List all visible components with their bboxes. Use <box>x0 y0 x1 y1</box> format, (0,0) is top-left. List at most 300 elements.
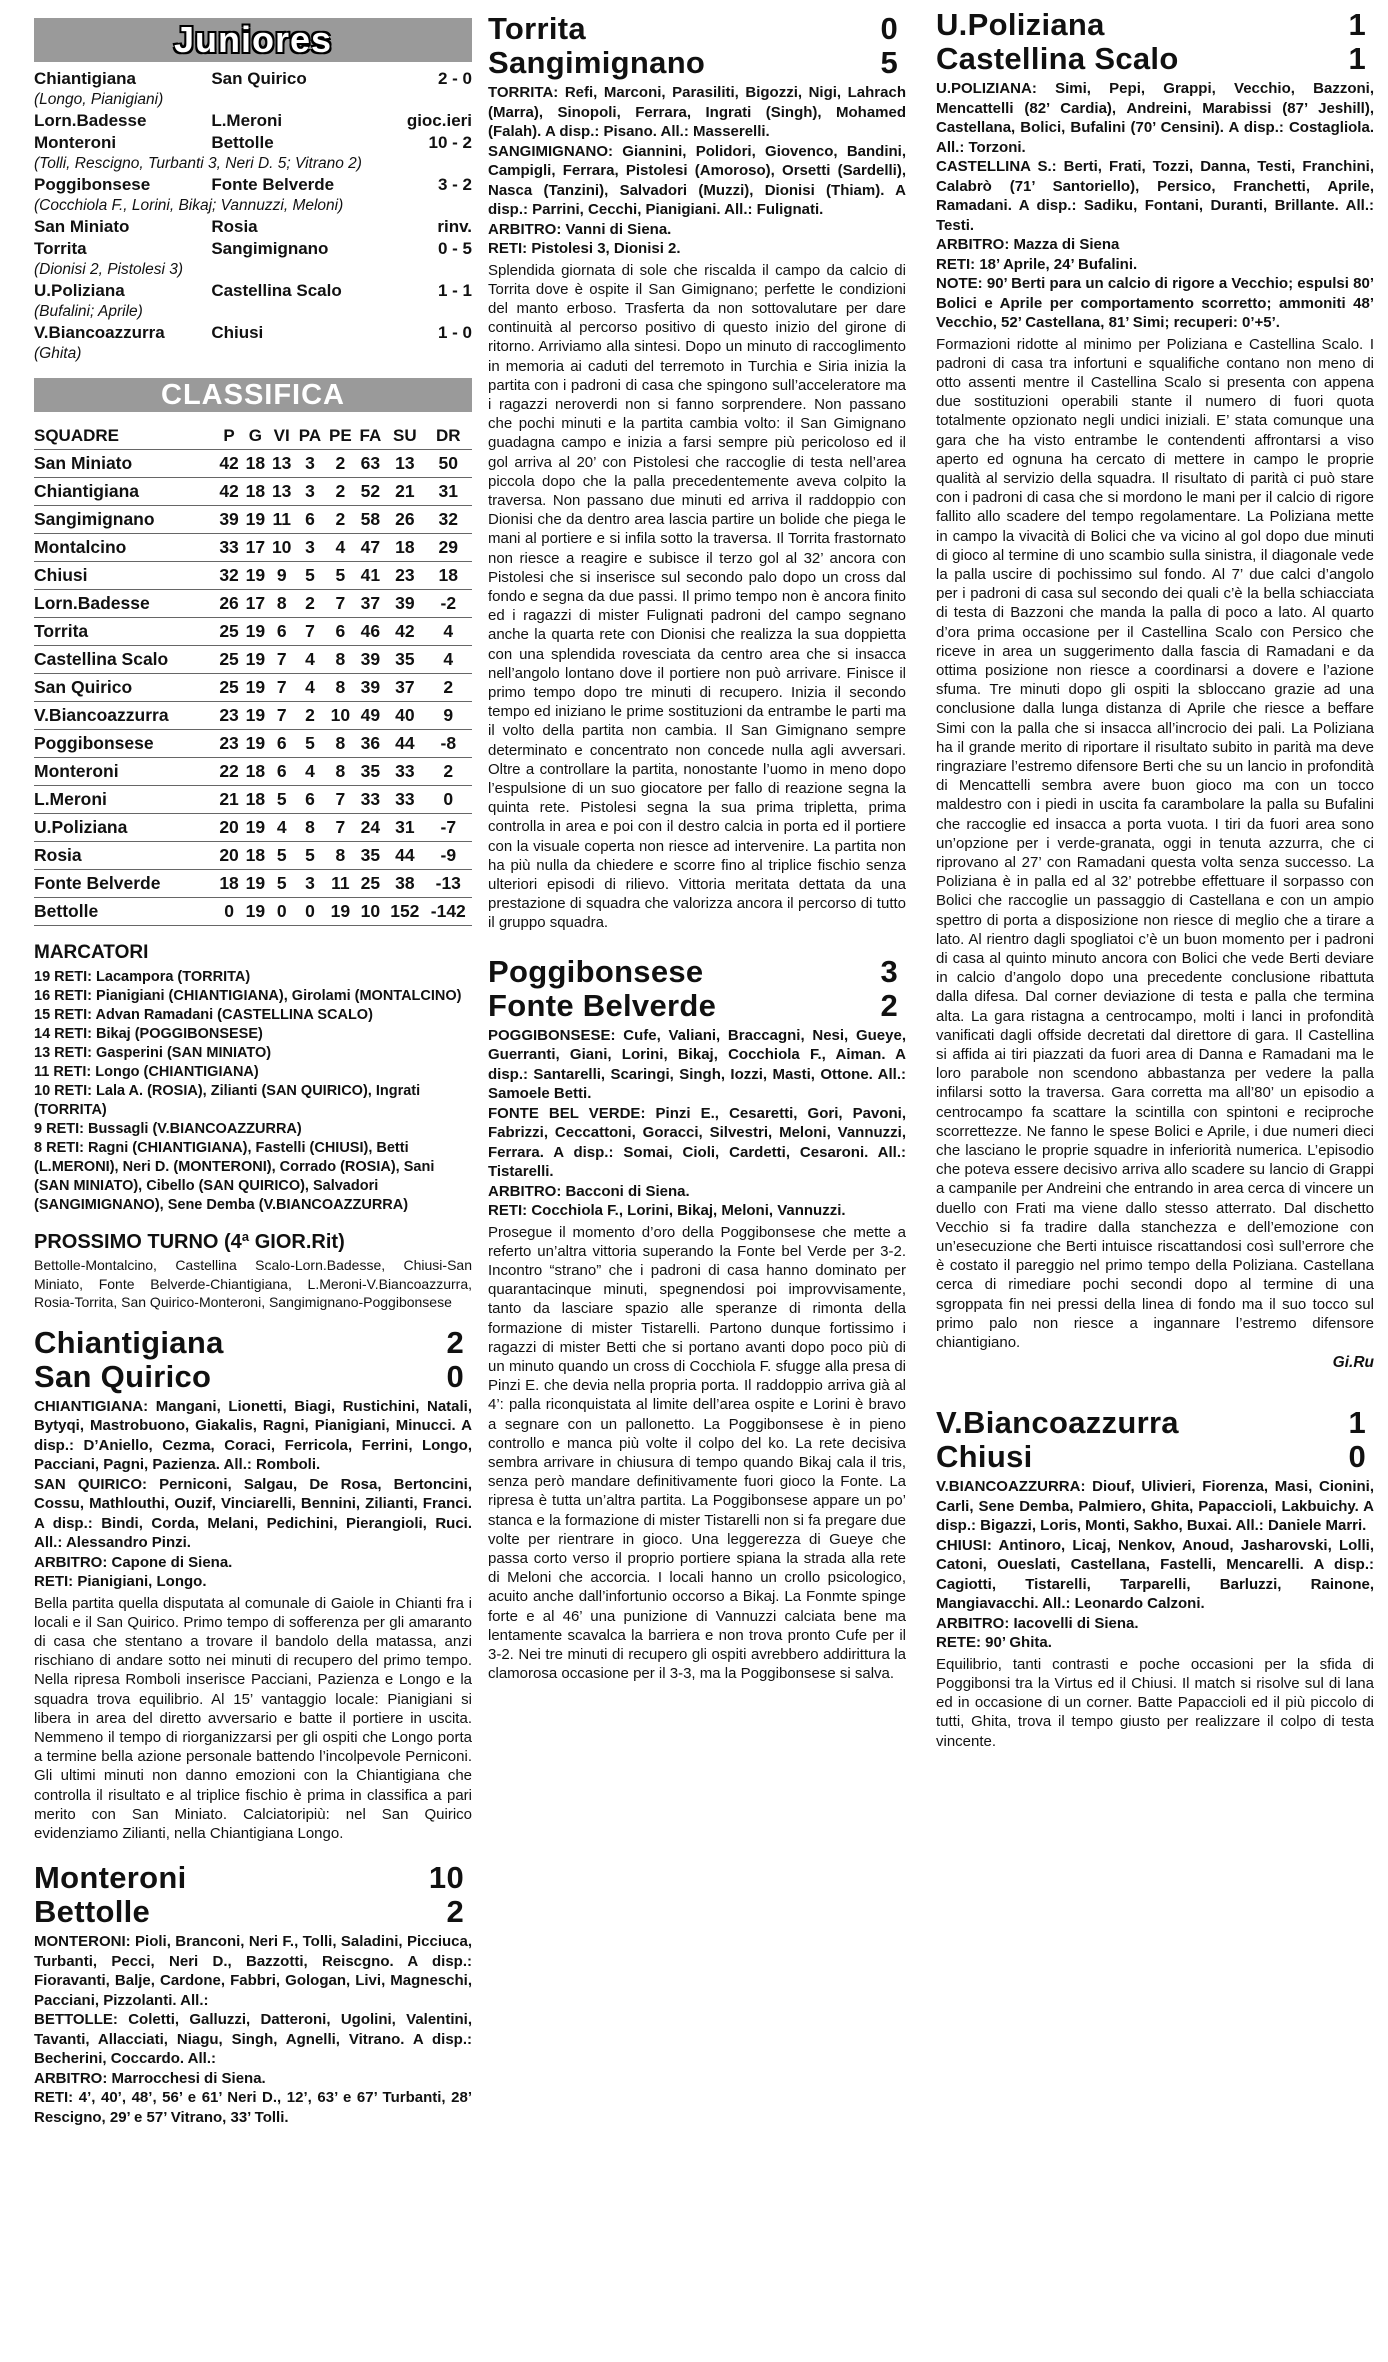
goals: RETI: 4’, 40’, 48’, 56’ e 61’ Neri D., 12’, 63’ e 67’ Turbanti, 28’ Rescigno, 29’ e 57’ Vitrano, 33’ Tolli. <box>34 2089 472 2126</box>
standings-cell: 47 <box>356 534 385 562</box>
standings-cell: 39 <box>356 646 385 674</box>
standings-cell: 25 <box>216 646 242 674</box>
standings-cell: 58 <box>356 506 385 534</box>
result-score: 0 - 5 <box>437 239 472 258</box>
standings-cell: 10 <box>325 702 356 730</box>
scorer-line: 19 RETI: Lacampora (TORRITA) <box>34 969 251 985</box>
standings-team: Torrita <box>34 618 216 646</box>
standings-team: L.Meroni <box>34 786 216 814</box>
standings-cell: 2 <box>425 674 472 702</box>
standings-cell: 152 <box>385 898 424 926</box>
lineup-away: CASTELLINA S.: Berti, Frati, Tozzi, Danna, Testi, Franchini, Calabrò (71’ Santoriello), Persico, Franchetti, Aprile, Ramadani. A disp.: Sadiku, Fontani, Duranti, Brillante. All.: Testi. <box>936 158 1374 234</box>
standings-cell: 52 <box>356 478 385 506</box>
lineup-home: TORRITA: Refi, Marconi, Parasiliti, Bigozzi, Nigi, Lahrach (Marra), Sinopoli, Ferrara, Ingrati (Singh), Mohamed (Falah). A disp.: Pisano. All.: Masserelli. <box>488 84 906 140</box>
standings-cell: 23 <box>216 702 242 730</box>
result-row <box>34 238 472 260</box>
juniores-banner: Juniores <box>34 18 472 62</box>
standings-cell: 19 <box>242 674 268 702</box>
standings-cell: 5 <box>269 786 295 814</box>
result-home-team: Lorn.Badesse <box>34 111 147 130</box>
standings-cell: 6 <box>295 786 325 814</box>
result-away-team: L.Meroni <box>211 111 283 130</box>
prossimo-turno-title: PROSSIMO TURNO (4ª GIOR.Rit) <box>34 1231 345 1253</box>
standings-header: SQUADRE <box>34 426 120 445</box>
standings-team: San Miniato <box>34 450 216 478</box>
marcatori-list <box>34 968 472 1215</box>
standings-team: Lorn.Badesse <box>34 590 216 618</box>
results-table <box>34 68 472 364</box>
result-row <box>34 132 472 154</box>
standings-row <box>34 534 472 562</box>
away-team: Bettolle <box>34 1894 151 1930</box>
standings-cell: 35 <box>385 646 424 674</box>
standings-team: Sangimignano <box>34 506 216 534</box>
goals: RETI: Pianigiani, Longo. <box>34 1573 207 1590</box>
standings-cell: 32 <box>216 562 242 590</box>
home-score: 2 <box>446 1324 464 1360</box>
result-row <box>34 110 472 132</box>
standings-cell: 39 <box>385 590 424 618</box>
standings-cell: 6 <box>269 618 295 646</box>
result-home-team: Poggibonsese <box>34 175 151 194</box>
standings-cell: 20 <box>216 842 242 870</box>
result-scorers-row <box>34 302 472 322</box>
standings-team: Monteroni <box>34 758 216 786</box>
standings-cell: 0 <box>425 786 472 814</box>
result-away-team: San Quirico <box>211 69 307 88</box>
standings-cell: 33 <box>356 786 385 814</box>
standings-cell: 20 <box>216 814 242 842</box>
result-scorers: (Bufalini; Aprile) <box>34 303 143 320</box>
standings-cell: 6 <box>295 506 325 534</box>
goals: RETI: 18’ Aprile, 24’ Bufalini. <box>936 255 1138 273</box>
away-score: 1 <box>1348 41 1366 76</box>
lineup-home: POGGIBONSESE: Cufe, Valiani, Braccagni, Nesi, Gueye, Guerranti, Giani, Lorini, Bikaj, Cocchiola F., Aiman. A disp.: Santarelli, Scaringi, Singh, Iozzi, Masti, Ottone. All.: Samoele Betti. <box>488 1026 906 1103</box>
standings-cell: 6 <box>269 730 295 758</box>
standings-cell: 44 <box>385 842 424 870</box>
standings-cell: 25 <box>216 618 242 646</box>
home-score: 1 <box>1348 7 1366 42</box>
result-row <box>34 68 472 90</box>
standings-header: P <box>223 426 235 445</box>
standings-team: Chiusi <box>34 562 216 590</box>
home-score: 3 <box>880 953 898 989</box>
result-score: 3 - 2 <box>437 175 472 194</box>
standings-row <box>34 450 472 478</box>
standings-cell: 17 <box>242 534 268 562</box>
result-row <box>34 174 472 196</box>
home-score: 10 <box>428 1860 464 1896</box>
standings-cell: 18 <box>242 478 268 506</box>
result-away-team: Fonte Belverde <box>211 175 335 194</box>
standings-cell: 40 <box>385 702 424 730</box>
standings-cell: -142 <box>425 898 472 926</box>
standings-row <box>34 842 472 870</box>
lineup-home: MONTERONI: Pioli, Branconi, Neri F., Tolli, Saladini, Picciuca, Turbanti, Pecci, Neri D., Bazzotti, Reiscgno. A disp.: Fioravanti, Balje, Cardone, Fabbri, Gologan, Livi, Magneschi, Pacciani, Pizzolanti. All.: <box>34 1933 472 2009</box>
standings-cell: 10 <box>269 534 295 562</box>
standings-cell: 13 <box>269 450 295 478</box>
standings-cell: 19 <box>242 814 268 842</box>
column-right <box>936 0 1374 1751</box>
referee: ARBITRO: Marrocchesi di Siena. <box>34 2069 266 2087</box>
standings-cell: 42 <box>216 450 242 478</box>
standings-cell: 8 <box>325 842 356 870</box>
standings-cell: 7 <box>325 786 356 814</box>
standings-team: Bettolle <box>34 898 216 926</box>
standings-cell: 33 <box>216 534 242 562</box>
standings-header: DR <box>436 426 461 445</box>
standings-cell: 22 <box>216 758 242 786</box>
lineup-away: CHIUSI: Antinoro, Licaj, Nenkov, Anoud, Jasharovski, Lolli, Catoni, Oueslati, Castellana, Fastelli, Mencarelli. A disp.: Cagiotti, Tistarelli, Tarparelli, Barluzzi, Rainone, Mangiavacchi. All.: Leonardo Calzoni. <box>936 1536 1374 1613</box>
home-score: 0 <box>880 11 898 46</box>
standings-team: Fonte Belverde <box>34 870 216 898</box>
standings-table <box>34 426 472 926</box>
standings-cell: 2 <box>295 702 325 730</box>
scorer-line: 10 RETI: Lala A. (ROSIA), Zilianti (SAN QUIRICO), Ingrati (TORRITA) <box>34 1083 421 1118</box>
standings-row <box>34 562 472 590</box>
standings-cell: 2 <box>425 758 472 786</box>
result-scorers-row <box>34 90 472 110</box>
result-away-team: Sangimignano <box>211 239 329 258</box>
result-home-team: San Miniato <box>34 217 130 236</box>
result-scorers-row <box>34 196 472 216</box>
standings-cell: 4 <box>425 646 472 674</box>
result-away-team: Bettolle <box>211 133 274 152</box>
standings-cell: 7 <box>325 814 356 842</box>
result-row <box>34 216 472 238</box>
match-poliziana <box>936 8 1374 1372</box>
referee: ARBITRO: Bacconi di Siena. <box>488 1182 690 1200</box>
standings-cell: 35 <box>356 758 385 786</box>
standings-header: VI <box>273 426 290 445</box>
standings-cell: 31 <box>385 814 424 842</box>
standings-cell: 63 <box>356 450 385 478</box>
standings-team: San Quirico <box>34 674 216 702</box>
standings-cell: 18 <box>242 842 268 870</box>
standings-cell: 2 <box>325 478 356 506</box>
standings-cell: 9 <box>269 562 295 590</box>
standings-cell: 18 <box>425 562 472 590</box>
standings-cell: 19 <box>242 870 268 898</box>
standings-team: Castellina Scalo <box>34 646 216 674</box>
home-team: Chiantigiana <box>34 1324 224 1360</box>
result-score: rinv. <box>437 217 472 236</box>
match-monteroni <box>34 1861 472 2127</box>
standings-cell: 42 <box>385 618 424 646</box>
standings-cell: 37 <box>385 674 424 702</box>
standings-cell: 31 <box>425 478 472 506</box>
referee: ARBITRO: Mazza di Siena <box>936 236 1120 253</box>
standings-cell: 23 <box>385 562 424 590</box>
result-away-team: Chiusi <box>211 323 264 342</box>
standings-cell: 7 <box>325 590 356 618</box>
standings-cell: 39 <box>216 506 242 534</box>
standings-cell: 19 <box>242 618 268 646</box>
standings-team: Poggibonsese <box>34 730 216 758</box>
standings-cell: 36 <box>356 730 385 758</box>
standings-cell: 19 <box>242 730 268 758</box>
standings-cell: 4 <box>295 758 325 786</box>
standings-header: PE <box>329 426 352 445</box>
standings-cell: 19 <box>242 562 268 590</box>
standings-cell: 8 <box>269 590 295 618</box>
standings-cell: 25 <box>356 870 385 898</box>
standings-header: SU <box>393 426 417 445</box>
standings-cell: 11 <box>269 506 295 534</box>
standings-team: Chiantigiana <box>34 478 216 506</box>
result-scorers-row <box>34 260 472 280</box>
scorer-line: 13 RETI: Gasperini (SAN MINIATO) <box>34 1045 272 1061</box>
standings-row <box>34 506 472 534</box>
result-scorers: (Cocchiola F., Lorini, Bikaj; Vannuzzi, Meloni) <box>34 197 344 214</box>
away-score: 2 <box>880 987 898 1023</box>
standings-cell: 3 <box>295 534 325 562</box>
standings-cell: 9 <box>425 702 472 730</box>
scorer-line: 14 RETI: Bikaj (POGGIBONSESE) <box>34 1026 263 1042</box>
result-home-team: Torrita <box>34 239 87 258</box>
standings-team: Rosia <box>34 842 216 870</box>
away-team: Fonte Belverde <box>488 987 717 1023</box>
result-score: 2 - 0 <box>437 69 472 88</box>
result-away-team: Castellina Scalo <box>211 281 342 300</box>
away-score: 0 <box>446 1358 464 1394</box>
standings-cell: 3 <box>295 478 325 506</box>
scorer-line: 8 RETI: Ragni (CHIANTIGIANA), Fastelli (CHIUSI), Betti (L.MERONI), Neri D. (MONTERONI), Corrado (ROSIA), Sani (SAN MINIATO), Cibello (SAN QUIRICO), Salvadori (SANGIMIGNANO), Sene Demba (V.BIANCOAZZURRA) <box>34 1140 435 1213</box>
standings-row <box>34 478 472 506</box>
result-row <box>34 280 472 302</box>
goals: RETI: Cocchiola F., Lorini, Bikaj, Meloni, Vannuzzi. <box>488 1202 846 1220</box>
match-biancoazzurra <box>936 1406 1374 1751</box>
standings-cell: 11 <box>325 870 356 898</box>
standings-cell: 19 <box>325 898 356 926</box>
standings-cell: 42 <box>216 478 242 506</box>
standings-cell: 13 <box>269 478 295 506</box>
standings-cell: 18 <box>385 534 424 562</box>
standings-cell: 38 <box>385 870 424 898</box>
result-away-team: Rosia <box>211 217 258 236</box>
standings-row <box>34 646 472 674</box>
standings-header: PA <box>298 426 322 445</box>
away-score: 2 <box>446 1894 464 1930</box>
standings-header: G <box>248 426 262 445</box>
lineup-home: V.BIANCOAZZURRA: Diouf, Ulivieri, Fiorenza, Masi, Cionini, Carli, Sene Demba, Palmiero, Ghita, Papaccioli, Lakbuichy. A disp.: Bigazzi, Loris, Monti, Sakho, Buxai. All.: Daniele Marri. <box>936 1478 1374 1535</box>
result-home-team: V.Biancoazzurra <box>34 323 165 342</box>
goals: RETI: Pistolesi 3, Dionisi 2. <box>488 240 681 257</box>
away-score: 5 <box>880 45 898 80</box>
author-signature: Gi.Ru <box>1332 1354 1374 1372</box>
standings-cell: 3 <box>295 450 325 478</box>
result-home-team: Chiantigiana <box>34 69 137 88</box>
column-middle <box>488 0 906 1683</box>
lineup-away: SAN QUIRICO: Perniconi, Salgau, De Rosa, Bertoncini, Cossu, Mathlouthi, Ouzif, Vinciarelli, Bennini, Zilianti, Franci. A disp.: Bindi, Corda, Melani, Pedichini, Pierangioli, Ruci. All.: Alessandro Pinzi. <box>34 1475 472 1551</box>
lineup-home: U.POLIZIANA: Simi, Pepi, Grappi, Vecchio, Bazzoni, Mencattelli (82’ Cardia), Andreini, Marabissi (87’ Jeshill), Castellana, Bolici, Bufalini (70’ Censini). A disp.: Costagliola. All.: Torzoni. <box>936 80 1374 156</box>
match-notes: NOTE: 90’ Berti para un calcio di rigore a Vecchio; espulsi 80’ Bolici e Aprile per comportamento scorretto; ammoniti 48’ Vecchio, 52’ Castellana, 81’ Simi; recuperi: 0’+5’. <box>936 275 1374 331</box>
standings-team: V.Biancoazzurra <box>34 702 216 730</box>
home-team: V.Biancoazzurra <box>936 1405 1179 1441</box>
away-team: Chiusi <box>936 1439 1033 1475</box>
standings-row <box>34 898 472 926</box>
lineup-away: BETTOLLE: Coletti, Galluzzi, Datteroni, Ugolini, Valentini, Tavanti, Allacciati, Niagu, Singh, Agnelli, Vitrano. A disp.: Becherini, Coccardo. All.: <box>34 2011 472 2068</box>
standings-cell: 23 <box>216 730 242 758</box>
standings-cell: 8 <box>325 730 356 758</box>
standings-cell: 2 <box>325 450 356 478</box>
home-team: Poggibonsese <box>488 953 704 989</box>
standings-cell: 19 <box>242 646 268 674</box>
result-scorers: (Dionisi 2, Pistolesi 3) <box>34 261 184 278</box>
standings-row <box>34 758 472 786</box>
standings-cell: 5 <box>325 562 356 590</box>
standings-cell: 6 <box>269 758 295 786</box>
standings-row <box>34 814 472 842</box>
standings-cell: 6 <box>325 618 356 646</box>
home-team: U.Poliziana <box>936 7 1105 42</box>
standings-row <box>34 590 472 618</box>
lineup-home: CHIANTIGIANA: Mangani, Lionetti, Biagi, Rustichini, Natali, Bytyqi, Mastrobuono, Giakalis, Ragni, Pianigiani, Minucci. A disp.: D’Aniello, Cezma, Coraci, Ferricola, Ferrini, Longo, Pacciani, Pagni, Pazienza. All.: Romboli. <box>34 1397 472 1473</box>
standings-cell: 5 <box>295 562 325 590</box>
standings-cell: 21 <box>385 478 424 506</box>
match-report: Prosegue il momento d’oro della Poggibonsese che mette a referto un’altra vittoria superando la Fonte bel Verde per 3-2. Incontro “strano” che i padroni di casa hanno dominato per quarantacinque minuti, spegnendosi poi improvvisamente, tanto da lasciare spazio alle speranze di rimonta della formazione di mister Tistarelli. Partono dunque fortissimo i ragazzi di mister Betti che si portano avanti dopo poco più di un minuto quando un cross di Cocchiola F. sfugge alla presa di Pinzi E. che devia nella propria porta. Il raddoppio arriva già al 4’: palla riconquistata al limite dell’area ospite e Lorini è bravo a segnare con un pallonetto. La Poggibonsese è in pieno controllo e manca più volte il colpo del ko. La rete decisiva sembra arrivare in chiusura di tempo quando Bikaj cala il tris, senza però mandare definitivamente fuori gioco la Fonte. La ripresa è tutta un’altra partita. La Poggibonsese appare un po’ stanca e la formazione di mister Tistarelli non si fa pregare due volte per rientrare in gioco. Una leggerezza di Gueye che passa corto verso il proprio portiere spiana la strada alla rete di Meloni che accorcia. I locali hanno un crollo psicologico, acuito anche dall’infortunio occorso a Bikaj. La Fonmte spinge forte e al 46’ una punizione di Vannuzzi calciata bene ma lentamente scavalca la barriera e non trova pronto Cufe per il 3-2. Nei tre minuti di recupero gli ospiti avrebbero addirittura la clamorosa occasione per il 3-3, ma la Poggibonsese si salva. <box>488 1223 906 1683</box>
standings-cell: 5 <box>269 870 295 898</box>
result-scorers: (Tolli, Rescigno, Turbanti 3, Neri D. 5; Vitrano 2) <box>34 155 362 172</box>
standings-cell: 18 <box>242 786 268 814</box>
standings-cell: 8 <box>325 674 356 702</box>
column-left <box>34 0 472 2127</box>
result-scorers-row <box>34 154 472 174</box>
lineup-away: SANGIMIGNANO: Giannini, Polidori, Giovenco, Bandini, Campigli, Ferrara, Pistolesi (Amoroso), Orsetti (Sardelli), Nasca (Tanzini), Salvadori (Muzzi), Dionisi (Thiam). A disp.: Parrini, Cecchi, Pianigiani. All.: Fulignati. <box>488 142 906 218</box>
standings-cell: 19 <box>242 506 268 534</box>
standings-cell: -8 <box>425 730 472 758</box>
standings-cell: 18 <box>242 758 268 786</box>
standings-cell: 26 <box>385 506 424 534</box>
standings-cell: 2 <box>325 506 356 534</box>
standings-cell: 7 <box>269 702 295 730</box>
standings-cell: 41 <box>356 562 385 590</box>
scorer-line: 9 RETI: Bussagli (V.BIANCOAZZURRA) <box>34 1121 302 1137</box>
goals: RETE: 90’ Ghita. <box>936 1634 1052 1652</box>
standings-cell: 8 <box>325 646 356 674</box>
standings-cell: 13 <box>385 450 424 478</box>
referee: ARBITRO: Vanni di Siena. <box>488 220 672 238</box>
standings-cell: 18 <box>216 870 242 898</box>
standings-cell: 21 <box>216 786 242 814</box>
result-row <box>34 322 472 344</box>
standings-row <box>34 786 472 814</box>
match-report: Bella partita quella disputata al comunale di Gaiole in Chianti fra i locali e il San Quirico. Primo tempo di sofferenza per gli amaranto di casa che stentano a trovare il bandolo della matassa, anzi rischiano di andare sotto nei minuti di recupero del primo tempo. Nella ripresa Romboli inserisce Pacciani, Pazienza e Longo e la squadra trova equilibrio. Al 15’ vantaggio locale: Pianigiani si libera in area del diretto avversario e batte il portiere in uscita. Nemmeno il tempo di riorganizzarsi per gli ospiti che Longo porta a termine bella azione personale battendo l’incolpevole Perniconi. Gli ultimi minuti non danno emozioni con la Chiantigiana che controlla il risultato e al triplice fischio è prima in classifica a pari merito con San Miniato. Calciatoripiù: nel San Quirico evidenziamo Zilianti, nella Chiantigiana Longo. <box>34 1594 472 1842</box>
standings-cell: 0 <box>269 898 295 926</box>
marcatori-title: MARCATORI <box>34 942 149 963</box>
standings-cell: 18 <box>242 450 268 478</box>
match-torrita <box>488 12 906 933</box>
standings-cell: 39 <box>356 674 385 702</box>
standings-cell: 4 <box>295 646 325 674</box>
match-report: Equilibrio, tanti contrasti e poche occasioni per la sfida di Poggibonsi tra la Virtus ed il Chiusi. Il match si risolve sul di lana ed in occasione di un corner. Batte Papaccioli ed il più piccolo di tutti, Ghita, trova il tempo giusto per realizzare il colpo di testa vincente. <box>936 1655 1374 1750</box>
home-team: Monteroni <box>34 1860 187 1896</box>
standings-cell: 17 <box>242 590 268 618</box>
standings-cell: 7 <box>269 646 295 674</box>
referee: ARBITRO: Iacovelli di Siena. <box>936 1614 1139 1632</box>
standings-cell: 24 <box>356 814 385 842</box>
standings-cell: 8 <box>295 814 325 842</box>
standings-row <box>34 618 472 646</box>
standings-cell: 4 <box>425 618 472 646</box>
result-score: 1 - 1 <box>437 281 472 300</box>
standings-cell: 5 <box>295 842 325 870</box>
standings-cell: 7 <box>295 618 325 646</box>
standings-cell: 35 <box>356 842 385 870</box>
result-score: 10 - 2 <box>428 133 472 152</box>
scorer-line: 16 RETI: Pianigiani (CHIANTIGIANA), Girolami (MONTALCINO) <box>34 988 462 1004</box>
classifica-banner: CLASSIFICA <box>34 378 472 412</box>
prossimo-turno-text: Bettolle-Montalcino, Castellina Scalo-Lorn.Badesse, Chiusi-San Miniato, Fonte Belverde-Chiantigiana, L.Meroni-V.Biancoazzurra, Rosia-Torrita, San Quirico-Monteroni, Sangimignano-Poggibonsese <box>34 1257 472 1310</box>
standings-cell: 50 <box>425 450 472 478</box>
away-team: Sangimignano <box>488 45 706 80</box>
home-team: Torrita <box>488 11 586 46</box>
standings-row <box>34 702 472 730</box>
standings-cell: 5 <box>269 842 295 870</box>
standings-cell: 33 <box>385 758 424 786</box>
match-report: Splendida giornata di sole che riscalda il campo da calcio di Torrita dove è ospite il San Gimignano; perfette le condizioni del manto erboso. Trasferta da non sottovalutare per dare continuità al percorso positivo di questo inizio del girone di ritorno. Arriviamo alla sintesi. Dopo un minuto di raccoglimento in memoria ai caduti del terremoto in Turchia e Siria inizia la partita con i padroni di casa che spingono sull’acceleratore ma i ragazzi neroverdi non si fanno sorprendere. Non passano che pochi minuti e la partita cambia volto: il San Gimignano guadagna campo e inizia a farsi sempre più pericoloso ed il gol arriva al 20’ con Pistolesi che raccoglie di testa nell’area piccola dopo che la palla precedentemente aveva colpito la traversa. Non passano due minuti ed arriva il raddoppio con Dionisi che da dentro area lascia partire un bolide che piega le mani al portiere e si infila sotto la traversa. Il Torrita frastornato non riesce a reagire e subisce il terzo gol al 32’ ancora con Pistolesi che si inserisce sul secondo palo dopo un cross dal fondo e segna da due passi. Il primo tempo non è ancora finito ed i ragazzi di mister Fulignati padroni del campo segnano anche la quarta rete con Dionisi che realizza la sua doppietta con una splendida rovesciata da centro area che si insacca nell’angolo lontano dove il portiere non può arrivare. Finisce il primo tempo dopo tre minuti di recupero. Inizia il secondo tempo ed iniziano le prime sostituzioni da entrambe le parti ma il volto della partita non cambia. Il San Gimignano sempre determinato e concentrato non concede nulla agli avversari. Oltre a controllare la partita, nonostante l’uomo in meno dopo l’espulsione di un suo giocatore per fallo di reazione segna la quinta rete. Pistolesi segna la sua prima tripletta, prima controlla in area e poi con il destro calcia in porta ed il portiere con la visuale coperta non riesce ad intervenire. La partita non ha più nulla da chiedere e scorre fino al triplice fischio senza ulteriori episodi di rilievo. Vittoria meritata dettata da una prestazione di squadra che valorizza ancora il percorso di tutto il gruppo squadra. <box>488 261 906 932</box>
standings-cell: -13 <box>425 870 472 898</box>
standings-team: Montalcino <box>34 534 216 562</box>
home-score: 1 <box>1348 1405 1366 1441</box>
standings-cell: 0 <box>295 898 325 926</box>
standings-row <box>34 674 472 702</box>
standings-row <box>34 870 472 898</box>
result-score: 1 - 0 <box>437 323 472 342</box>
standings-cell: 25 <box>216 674 242 702</box>
standings-row <box>34 730 472 758</box>
result-home-team: U.Poliziana <box>34 281 125 300</box>
scorer-line: 15 RETI: Advan Ramadani (CASTELLINA SCALO) <box>34 1007 373 1023</box>
standings-cell: 37 <box>356 590 385 618</box>
result-scorers: (Ghita) <box>34 345 82 362</box>
standings-cell: 4 <box>325 534 356 562</box>
standings-cell: 32 <box>425 506 472 534</box>
standings-cell: 33 <box>385 786 424 814</box>
standings-cell: 3 <box>295 870 325 898</box>
standings-header: FA <box>359 426 382 445</box>
match-poggibonsese <box>488 955 906 1684</box>
standings-cell: 46 <box>356 618 385 646</box>
match-report: Formazioni ridotte al minimo per Poliziana e Castellina Scalo. I padroni di casa tra infortuni e squalifiche contano non meno di otto assenti mentre il Castellina Scalo si presenta con appena due sostituzioni operabili stante il numero di fuori quota totalmente opzionato negli undici iniziali. E’ stata comunque una gara che ha visto entrambe le contendenti affrontarsi a viso aperto ed ognuna ha cercato di mettere in campo le proprie qualità al servizio della squadra. Il risultato di parità ci può stare con i padroni di casa che si mordono le mani per il calcio di rigore fallito allo scadere del tempo regolamentare. La Poliziana mette in campo la vivacità di Bolici che va vicino al gol dopo due minuti di gioco al termine di uno scambio sulla sinistra, il diagonale vede la palla uscire di pochissimo sul fondo. Al 7’ due calci d’angolo per i padroni di casa sul secondo dei quali c’è la bella schiacciata di testa di Bazzoni che manda la palla di poco a lato. Al quarto d’ora prima occasione per il Castellina Scalo con Persico che riceve in area un suggerimento dalla fascia di Ramadani e da ottima posizione non riesce a coordinarsi a dovere e l’azione sfuma. Tre minuti dopo gli ospiti la sbloccano grazie ad una conclusione dalla lunga distanza di Aprile che riesce a beffare Simi con la palla che si insacca all’incrocio dei pali. La Poliziana ha il grande merito di riportare il risultato subito in parità ma deve ringraziare l’estremo difensore Berti che su un lancio in profondità di Mencattelli sembra avere buon gioco ma con un tocco maldestro con i piedi in uscita fa carambolare la palla su Bufalini che raccoglie ed insacca a porta vuota. I tiri da fuori area sono un’opzione per i verde-granata, oggi in tenuta azzurra, che ci riprovano al 27’ con Ramadani questa volta senza successo. La Poliziana è in palla ed al 32’ potrebbe effettuare il sorpasso con Bolici che raccoglie un passaggio di Castellana e con un ampio spettro di porta a disposizione non riesce di meglio che a tirare a lato. Al rientro dagli spogliatoi c’è un buon momento per i padroni di casa al quinto minuto ancora con Bolici che vede Berti deviare in calcio d’angolo dopo una precedente conclusione ribattuta dalla difesa. Dal corner deviazione di testa e palla che termina alta. La gara ristagna a centrocampo, molti i lanci in profondità vanificati dagli offside decretati dal direttore di gara. Il Castellina si affida ai tiri piazzati da fuori area di Danna e Ramadani ma le loro parabole non scendono abbastanza per vedere la palla infilarsi sotto la traversa. Gara corretta ma all’80’ un episodio a centrocampo fa scattare la scintilla con spintoni e reciproche scorrettezze. Ne fanno le spese Bolici e Aprile, i due numeri dieci che lasciano le proprie squadre in inferiorità numerica. L’episodio che poteva essere decisivo arriva allo scadere su lancio di Grappi a campanile per Andreini che entrando in area cerca di vincere un duello con Frati ma viene dallo stesso atterrato. Dal dischetto Vecchio si fa tradire dalla stanchezza e dell’emozione con un’esecuzione che Berti intuisce riscattandosi così sull’errore che è costato il pareggio nel primo tempo della Poliziana. Castellana cerca di rimediare pochi secondi dopo al termine di una sgroppata fin nei pressi della linea di fondo ma il suo tocco sul primo palo non riesce a ingannare l’estremo difensore chiantigiano. <box>936 335 1374 1352</box>
result-scorers-row <box>34 344 472 364</box>
result-score: gioc.ieri <box>406 111 472 130</box>
standings-cell: 2 <box>295 590 325 618</box>
standings-team: U.Poliziana <box>34 814 216 842</box>
standings-cell: 4 <box>295 674 325 702</box>
away-team: Castellina Scalo <box>936 41 1179 76</box>
standings-cell: 5 <box>295 730 325 758</box>
standings-cell: 26 <box>216 590 242 618</box>
standings-cell: 29 <box>425 534 472 562</box>
standings-cell: -2 <box>425 590 472 618</box>
away-score: 0 <box>1348 1439 1366 1475</box>
standings-cell: -9 <box>425 842 472 870</box>
standings-cell: 19 <box>242 898 268 926</box>
result-scorers: (Longo, Pianigiani) <box>34 91 164 108</box>
match-chiantigiana <box>34 1326 472 1844</box>
standings-cell: -7 <box>425 814 472 842</box>
standings-cell: 0 <box>216 898 242 926</box>
scorer-line: 11 RETI: Longo (CHIANTIGIANA) <box>34 1064 259 1080</box>
standings-cell: 8 <box>325 758 356 786</box>
lineup-away: FONTE BEL VERDE: Pinzi E., Cesaretti, Gori, Pavoni, Fabrizzi, Ceccattoni, Goracci, Silvestri, Meloni, Vannuzzi, Ferrara. A disp.: Somai, Cioli, Cardetti, Cesaroni. All.: Tistarelli. <box>488 1104 906 1181</box>
standings-cell: 10 <box>356 898 385 926</box>
standings-cell: 19 <box>242 702 268 730</box>
standings-cell: 44 <box>385 730 424 758</box>
standings-cell: 49 <box>356 702 385 730</box>
standings-cell: 7 <box>269 674 295 702</box>
